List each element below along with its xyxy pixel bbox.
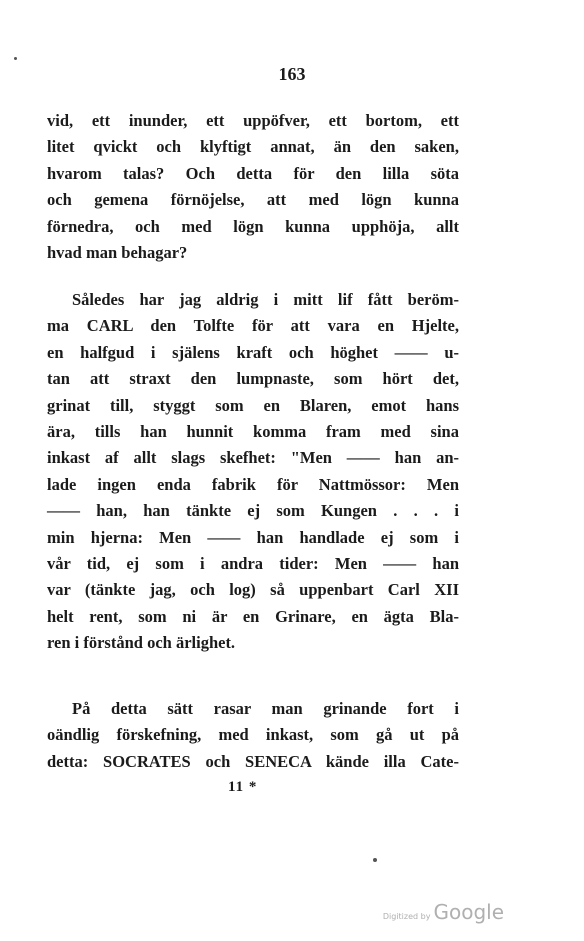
text-line: grinat till, styggt som en Blaren, emot hans [47, 395, 459, 415]
text-line: detta: SOCRATES och SENECA kände illa Cate- [47, 751, 459, 771]
google-logo: Google [433, 900, 504, 924]
digitized-watermark [383, 900, 504, 924]
text-line: min hjerna: Men —— han handlade ej som i [47, 527, 459, 547]
text-line: ära, tills han hunnit komma fram med sina [47, 421, 459, 441]
text-line: en halfgud i själens kraft och höghet —— u- [47, 342, 459, 362]
text-line: inkast af allt slags skefhet: "Men —— han an- [47, 448, 459, 468]
text-line: ma CARL den Tolfte för att vara en Hjelte, [47, 316, 459, 336]
text-line: litet qvickt och klyftigt annat, än den saken, [47, 137, 459, 157]
text-line: ren i förstånd och ärlighet. [47, 633, 236, 653]
text-line: Således har jag aldrig i mitt lif fått beröm- [72, 290, 459, 309]
text-line: var (tänkte jag, och log) så uppenbart Carl XII [47, 580, 459, 600]
page-number: 163 [278, 64, 306, 84]
text-line: hvad man behagar? [47, 242, 188, 262]
signature-mark: 11 * [228, 779, 258, 795]
text-line: vår tid, ej som i andra tider: Men —— han [47, 553, 459, 573]
watermark-prefix: Digitized by [382, 912, 431, 921]
text-line: helt rent, som ni är en Grinare, en ägta Bla- [47, 606, 459, 626]
paragraph-2 [47, 287, 459, 656]
paragraph-1 [47, 108, 459, 266]
text-line: förnedra, och med lögn kunna upphöja, allt [47, 216, 459, 236]
text-line: vid, ett inunder, ett uppöfver, ett bortom, ett [47, 111, 459, 130]
text-line: På detta sätt rasar man grinande fort i [72, 699, 459, 718]
text-line: lade ingen enda fabrik för Nattmössor: Men [47, 474, 459, 494]
paragraph-3 [47, 696, 459, 775]
text-line: och gemena förnöjelse, att med lögn kunna [47, 190, 459, 210]
ink-speck [373, 858, 377, 862]
text-line: tan att straxt den lumpnaste, som hört det, [47, 369, 459, 389]
text-line: —— han, han tänkte ej som Kungen . . . i [47, 501, 459, 521]
text-line: oändlig förskefning, med inkast, som gå ut på [47, 725, 459, 745]
text-line: hvarom talas? Och detta för den lilla söta [47, 163, 459, 183]
ink-speck [14, 57, 17, 60]
